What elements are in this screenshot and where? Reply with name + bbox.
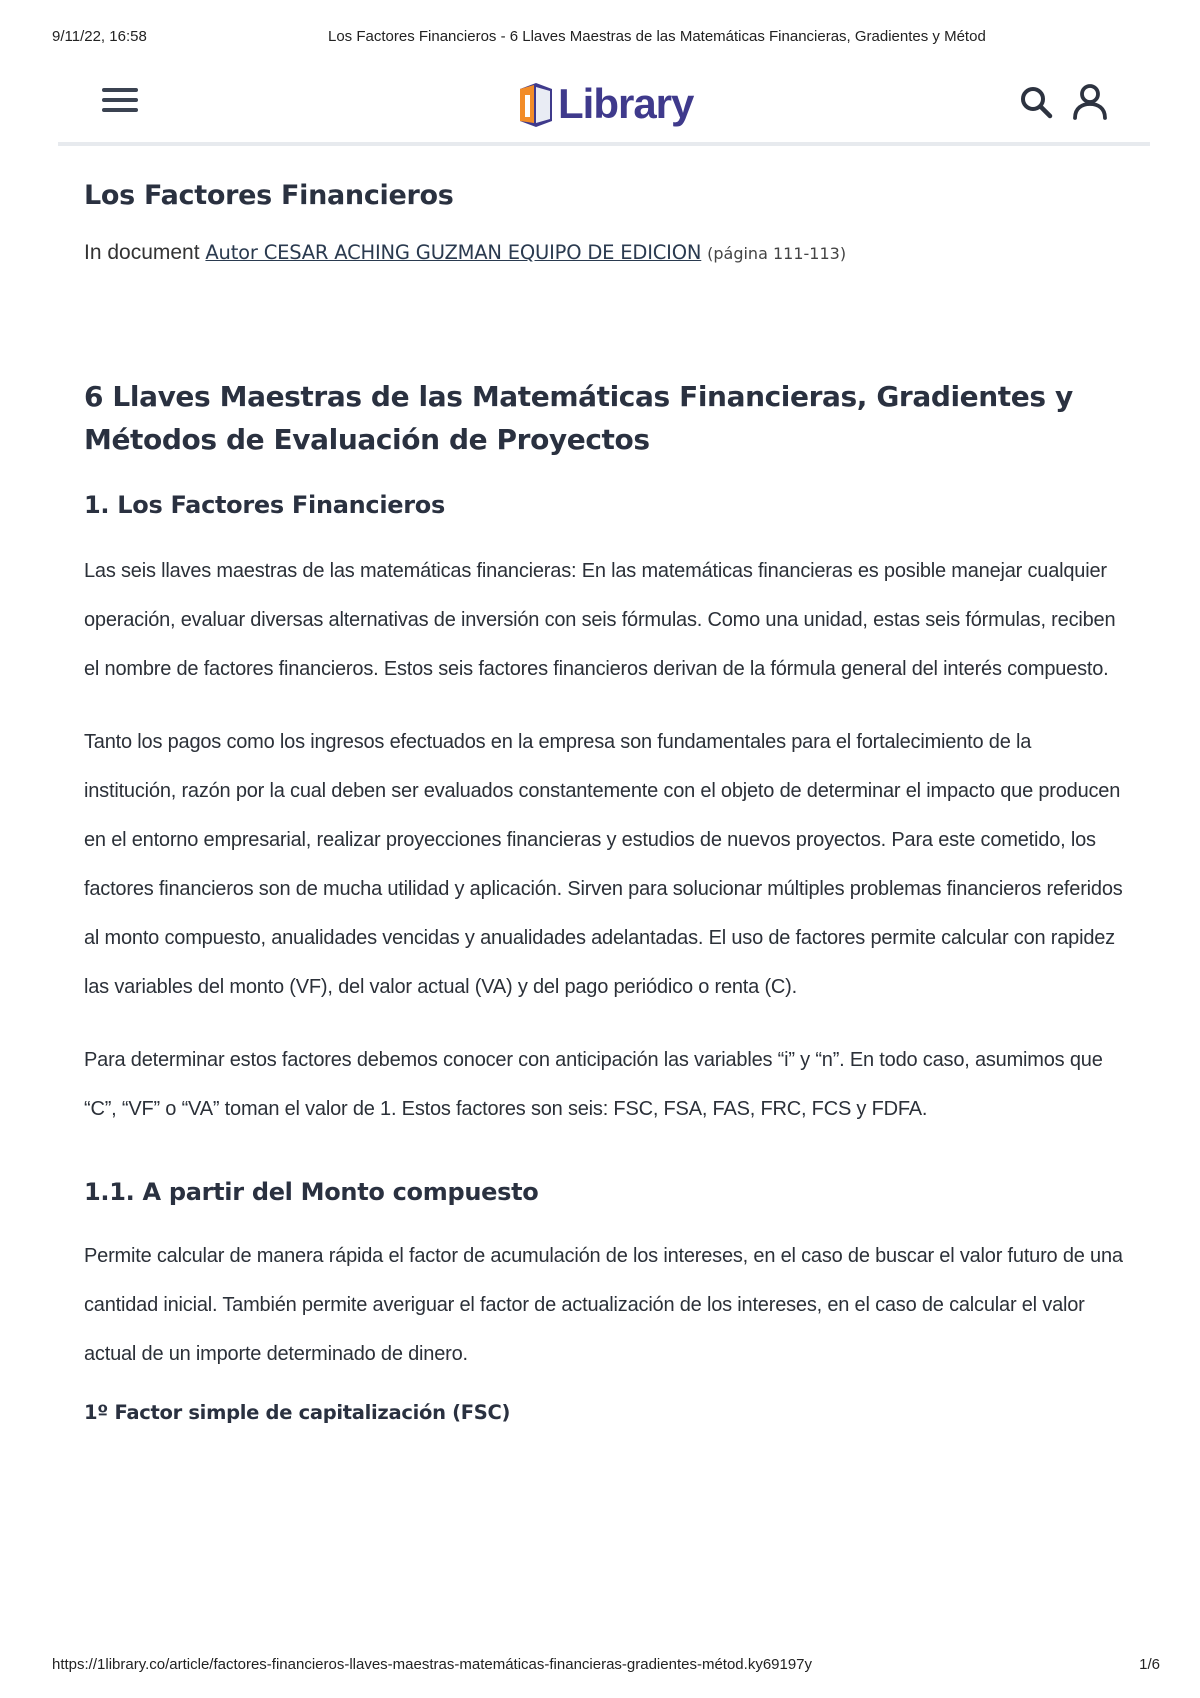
paragraph-3: Para determinar estos factores debemos conocer con anticipación las variables “i” y “n”. En todo caso, asumimos que “C”, “VF” o “VA” toman el valor de 1. Estos factores son seis: FSC, FSA, FAS, FRC, FCS y FDFA. [84, 1049, 1103, 1120]
subsection-paragraph: Permite calcular de manera rápida el factor de acumulación de los intereses, en el caso de buscar el valor futuro de una cantidad inicial. También permite averiguar el factor de actualización de los intereses, en el caso de calcular el valor actual de un importe determinado de dinero. [84, 1245, 1123, 1365]
search-icon[interactable] [1018, 84, 1054, 120]
page-range: (página 111-113) [707, 244, 847, 263]
top-navbar [58, 66, 1150, 146]
main-heading: 6 Llaves Maestras de las Matemáticas Financieras, Gradientes y Métodos de Evaluación de Proyectos [84, 380, 1073, 456]
in-document-line [84, 241, 1124, 265]
print-header [52, 28, 1160, 48]
library-logo-icon [516, 81, 556, 127]
article-title: Los Factores Financieros [84, 180, 454, 211]
paragraph-1: Las seis llaves maestras de las matemáticas financieras: En las matemáticas financieras es posible manejar cualquier operación, evaluar diversas alternativas de inversión con seis fórmulas. Como una unidad, estas seis fórmulas, reciben el nombre de factores financieros. Estos seis factores financieros derivan de la fórmula general del interés compuesto. [84, 560, 1116, 680]
subsection-heading: 1.1. A partir del Monto compuesto [84, 1178, 539, 1206]
print-url: https://1library.co/article/factores-financieros-llaves-maestras-matemáticas-financieras-gradientes-métod.ky69197y [52, 1656, 813, 1673]
section-heading: 1. Los Factores Financieros [84, 491, 445, 519]
factor-heading: 1º Factor simple de capitalización (FSC) [84, 1401, 511, 1424]
article-content [84, 180, 1124, 1424]
logo-text: Library [558, 80, 694, 127]
user-icon[interactable] [1072, 82, 1108, 120]
print-page-title: Los Factores Financieros - 6 Llaves Maestras de las Matemáticas Financieras, Gradientes y Métod [328, 28, 986, 45]
library-logo[interactable] [516, 76, 693, 132]
print-datetime: 9/11/22, 16:58 [52, 28, 147, 45]
paragraph-2: Tanto los pagos como los ingresos efectuados en la empresa son fundamentales para el fortalecimiento de la institución, razón por la cual deben ser evaluados constantemente con el objeto de determinar el impacto que producen en el entorno empresarial, realizar proyecciones financieras y estudios de nuevos proyectos. Para este cometido, los factores financieros son de mucha utilidad y aplicación. Sirven para solucionar múltiples problemas financieros referidos al monto compuesto, anualidades vencidas y anualidades adelantadas. El uso de factores permite calcular con rapidez las variables del monto (VF), del valor actual (VA) y del pago periódico o renta (C). [84, 731, 1123, 998]
document-link[interactable]: Autor CESAR ACHING GUZMAN EQUIPO DE EDICION [205, 241, 702, 264]
hamburger-menu-icon[interactable] [102, 88, 138, 118]
print-footer [52, 1656, 1160, 1676]
in-document-prefix: In document [84, 241, 200, 264]
print-page-number: 1/6 [1139, 1656, 1160, 1673]
